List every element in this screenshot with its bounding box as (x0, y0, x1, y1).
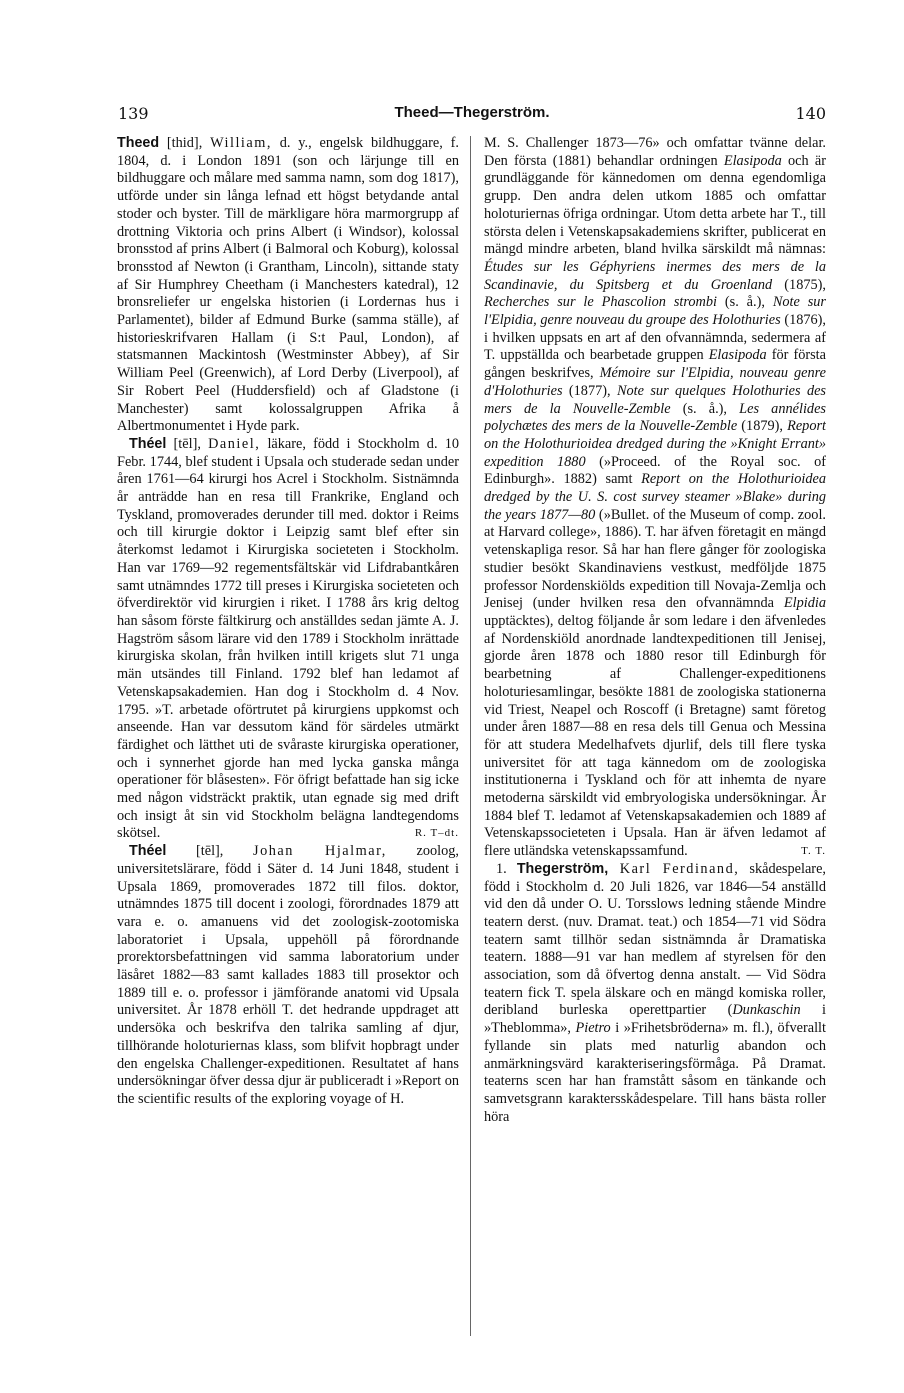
entry-theel-hjalmar-continued (484, 135, 826, 861)
entry-given-name: William, (210, 135, 272, 151)
text-run: (s. å.), (717, 294, 773, 311)
italic-title: Les annélides polychætes des mers de la Nouvelle-Zemble (484, 400, 826, 435)
italic-title: Elasipoda (708, 347, 767, 364)
entry-body: skådespelare, född i Stockholm d. 20 Juli 1826, var 1846—54 anställd vid den då under O. U. Torsslows ledning stående Mindre teatern derst. (nuv. Dramat. teat.) och 1854—71 vid Södra teatern samt tillhör sedan sistnämnda år Dramatiska teatern. 1888—91 var han medlem af styrelsen för den association, som då öfvertog denna anstalt. — Vid Södra teatern fick T. spela älskare och en mängd komiska roller, deribland burleska operettpartier ( (484, 860, 826, 1019)
text-run: M. S. Challenger 1873—76» och omfattar tvänne delar. Den första (1881) behandlar ordningen (484, 135, 826, 169)
text-run: (1875), (772, 276, 826, 293)
entry-body: d. y., engelsk bildhuggare, f. 1804, d. i London 1891 (son och lärjunge till en bildhuggare och målare med samma namn, som dog 1817), utförde under sin långa lefnad ett högst betydande antal stoder och byster. Till de märkligare höra marmorgrupp af drottning Viktoria och prins Albert (i Windsor), kolossal bronsstod af prins Albert (i Balmoral och Koburg), kolossal bronsstod af Newton (i Grantham, Lincoln), sittande staty af Sir Humphrey Cheetham (i Manchesters katedral), 12 bronsreliefer ur engelska historien (i Lordernas hus i Parlamentet), bilder af Edmund Burke (samma ställe), af historieskrifvaren Hallam (i S:t Paul, London), af statsmannen Mackintosh (Westminster Abbey), af Sir William Peel (Greenwich), af Lord Derby (Liverpool), af Sir Robert Peel (Huddersfield) och af Gladstone (i Manchester) samt kolossalgruppen Afrika å Albertmonumentet i Hyde park. (117, 135, 459, 435)
italic-title: Études sur les Géphyriens inermes des mers de la Scandinavie, du Spitsberg et du Groenland (484, 258, 826, 293)
italic-title: Note sur l'Elpidia, genre nouveau du groupe des Holothuries (484, 294, 826, 329)
text-run: och är grundläggande för kännedomen om denna egendomliga grupp. Den andra delen utkom 1885 och omfattar holoturiernas öfriga ordningar. Utom detta arbete har T., till största delen i Vetenskapsakademiens skrifter, publicerat en mängd mindre arbeten, bland hvilka särskildt må nämnas: (484, 152, 826, 258)
entry-body: i »Theblomma», (484, 1002, 826, 1037)
italic-role: Dunkaschin (732, 1002, 801, 1019)
entry-number: 1. (496, 860, 517, 877)
entry-body: zoolog, universitetslärare, född i Säter d. 14 Juni 1848, student i Upsala 1869, promoverades 1872 till filos. doktor, utnämndes 1875 till docent i zoologi, förordnades 1879 att vara e. o. amanuens vid det zoologisk-zootomiska laboratoriet i Upsala, uppehöll på förordnande prorektorsbefattningen vid samma laboratorium under läsåret 1882—83 samt kallades 1883 till prosektor och 1889 till e. o. professor i jämförande anatomi vid Upsala universitet. År 1878 erhöll T. det hedrande uppdraget att undersöka och beskrifva den talrika samling af djur, tillhörande holoturiernas klass, som blifvit hopbragt under den engelska Challenger-expeditionen. Resultatet af hans undersökningar öfver dessa djur är publiceradt i »Report on the scientific results of the exploring voyage of H. (117, 843, 459, 1107)
italic-role: Pietro (575, 1020, 611, 1037)
entry-given-name: Karl Ferdinand, (608, 860, 740, 877)
left-column (117, 135, 459, 1340)
entry-theel-daniel (117, 436, 459, 843)
entry-theel-hjalmar (117, 843, 459, 1109)
entry-given-name: Daniel, (208, 435, 261, 452)
italic-title: Note sur quelques Holothuries des mers de la Nouvelle-Zemble (484, 382, 826, 417)
entry-headword: Thegerström, (516, 860, 609, 877)
entry-pronunciation: [tēl], (166, 843, 254, 860)
running-title: Theed—Thegerström. (394, 104, 550, 121)
italic-title: Recherches sur le Phascolion strombi (484, 294, 717, 311)
author-signature: T. T. (801, 845, 826, 858)
page-number-right: 140 (795, 104, 826, 123)
text-run: för första gången beskrifves, (484, 347, 826, 382)
italic-title: Report on the Holothurioidea dredged during the »Knight Errant» expedition 1880 (484, 418, 826, 470)
running-header (118, 104, 826, 126)
text-run: (»Proceed. of the Royal soc. of Edinburgh». 1882) samt (484, 453, 826, 488)
entry-thegerstrom (484, 861, 826, 1127)
entry-body: i »Frihetsbröderna» m. fl.), öfverallt fyllande sin plats med naturlig abandon och anmärkningsvärd karakteriseringsförmåga. På Dramat. teaterns scen har han framstått såsom en tänkande och samvetsgrann karaktersskådespelare. Till hans bästa roller höra (484, 1020, 826, 1125)
text-run: (1876), i hvilken uppsats en art af den ofvannämnda, sedermera af T. uppställda och bearbetade gruppen (484, 312, 826, 364)
page-number-left: 139 (118, 104, 149, 123)
italic-title: Elpidia (783, 595, 826, 612)
italic-title: Report on the Holothurioidea dredged by the U. S. cost survey steamer »Blake» during the years 1877—80 (484, 471, 826, 523)
italic-title: Elasipoda (723, 152, 782, 169)
entry-headword: Théel (129, 843, 167, 860)
text-run: (»Bullet. of the Museum of comp. zool. at Harvard college», 1886). T. har äfven företagit en mängd vetenskapliga resor. Så har han flere gånger för zoologiska studier besökt Skandinaviens vestkust, medföljde 1875 professor Nordenskiölds expedition till Novaja-Zemlja och Jenisej (under hvilken resa den ofvannämnda (484, 506, 826, 612)
entry-pronunciation: [tēl], (166, 435, 209, 452)
text-run: (s. å.), (670, 400, 740, 417)
text-run: upptäcktes), deltog följande år som ledare i den äfvenledes af Nordenskiöld anordnade landtexpeditionen till Jenisej, gjorde åren 1878 och 1880 resor till Edinburgh för bearbetning af Challenger-expeditionens holoturiesamlingar, besökte 1881 de zoologiska stationerna vid Triest, Neapel och Roscoff (i Bretagne) samt företog under åren 1887—88 en resa dels till Genua och Messina för att studera Medelhafvets djurlif, dels till flere tyska universitet för att taga kännedom om de zoologiska institutionerna i Tyskland och för att inhemta de nyare metoderna särskildt vid embryologiska undersökningar. År 1884 blef T. ledamot af Vetenskapsakademien och 1889 af Vetenskapssocieteten i Upsala. Han är äfven ledamot af flere utländska vetenskapssamfund. (484, 612, 826, 860)
entry-body: läkare, född i Stockholm d. 10 Febr. 1744, blef student i Upsala och studerade sedan under åren 1761—64 kirurgi hos Acrel i Stockholm. Sistnämnda år anträdde han en resa till Frankrike, England och Tyskland, promoverades derunder till med. doktor i Reims och till kirurgie doktor i Leipzig samt blef efter sin återkomst ledamot i Kirurgiska societeten i Stockholm. Han var 1769—92 regementsfältskär vid Lifdrabantkåren samt utnämndes 1772 till preses i Kirurgiska societeten och öfverdirektör vid kirurgien i riket. I 1788 års krig deltog han såsom förste fältkirurg och anställdes sedan jämte A. J. Hagström såsom lärare vid den 1789 i Stockholm inrättade kirurgiska skolan, från hvilken intill krigets slut 71 unga män utsändes till Finland. 1792 blef han ledamot af Vetenskapsakademien. Han dog i Stockholm d. 4 Nov. 1795. »T. arbetade oförtrutet på kirurgiens uppkomst och anseende. Han var dessutom känd för särdeles utmärkt färdighet och lätthet uti de svåraste kirurgiska operationer, och i synnerhet gjorde han med lycka ganska många operationer för blåsesten». För öfrigt befattade han sig icke med någon vidsträckt praktik, utan egnade sig med drift och insigt åt sin vid Stockholm belägna landtegendoms skötsel. (117, 435, 459, 842)
entry-headword: Theed (117, 135, 160, 151)
entry-headword: Théel (129, 435, 167, 452)
text-run: (1879), (737, 418, 788, 435)
entry-theed-william (117, 135, 459, 436)
column-divider (470, 136, 471, 1336)
author-signature: R. T–dt. (414, 827, 459, 840)
italic-title: Mémoire sur l'Elpidia, nouveau genre d'Holothuries (484, 365, 826, 399)
text-run: (1877), (562, 382, 617, 399)
entry-given-name: Johan Hjalmar, (253, 843, 387, 860)
right-column (484, 135, 826, 1340)
entry-pronunciation: [thid], (159, 135, 211, 151)
